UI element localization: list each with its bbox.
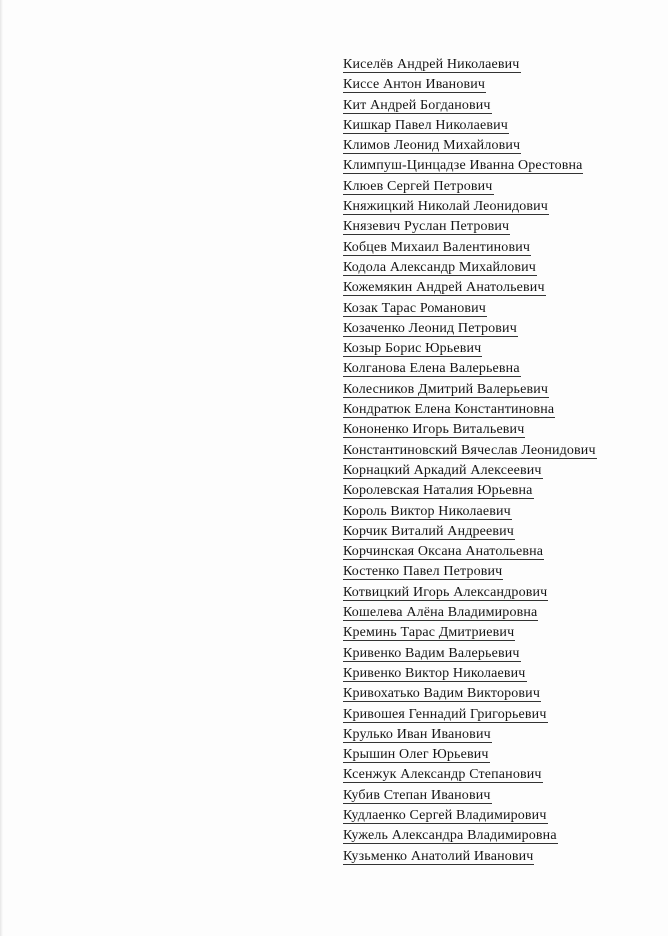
name-text: Колганова Елена Валерьевна [343,361,520,377]
name-text: Кобцев Михаил Валентинович [343,239,531,255]
list-item [343,299,663,319]
name-text: Константиновский Вячеслав Леонидович [343,442,596,458]
list-item [343,96,663,116]
list-item [343,400,663,420]
name-text: Киссе Антон Иванович [343,77,486,93]
name-text: Королевская Наталия Юрьевна [343,483,533,499]
list-item [343,725,663,745]
name-text: Княжицкий Николай Леонидович [343,199,548,215]
name-text: Кондратюк Елена Константиновна [343,402,555,418]
list-item [343,481,663,501]
list-item [343,583,663,603]
name-text: Котвицкий Игорь Александрович [343,584,548,600]
list-item [343,562,663,582]
list-item [343,441,663,461]
name-text: Кривошея Геннадий Григорьевич [343,706,547,722]
list-item [343,197,663,217]
list-item [343,258,663,278]
name-text: Кожемякин Андрей Анатольевич [343,280,545,296]
list-item [343,461,663,481]
list-item [343,502,663,522]
list-item [343,420,663,440]
name-text: Козаченко Леонид Петрович [343,320,517,336]
name-text: Кошелева Алёна Владимировна [343,605,538,621]
list-item [343,623,663,643]
names-list [343,55,663,867]
list-item [343,684,663,704]
list-item [343,278,663,298]
list-item [343,359,663,379]
list-item [343,319,663,339]
list-item [343,177,663,197]
list-item [343,603,663,623]
name-text: Кривенко Вадим Валерьевич [343,645,520,661]
list-item [343,380,663,400]
list-item [343,826,663,846]
scan-edge-shadow [0,0,3,936]
name-text: Кривенко Виктор Николаевич [343,665,526,681]
list-item [343,75,663,95]
list-item [343,217,663,237]
list-item [343,542,663,562]
name-text: Клюев Сергей Петрович [343,178,493,194]
name-text: Кудлаенко Сергей Владимирович [343,807,547,823]
list-item [343,847,663,867]
list-item [343,116,663,136]
list-item [343,705,663,725]
name-text: Кужель Александра Владимировна [343,828,557,844]
name-text: Кит Андрей Богданович [343,97,491,113]
name-text: Кононенко Игорь Витальевич [343,422,525,438]
list-item [343,238,663,258]
name-text: Корнацкий Аркадий Алексеевич [343,462,542,478]
name-text: Кузьменко Анатолий Иванович [343,848,534,864]
name-text: Кишкар Павел Николаевич [343,117,508,133]
name-text: Кубив Степан Иванович [343,787,491,803]
name-text: Крулько Иван Иванович [343,726,491,742]
list-item [343,806,663,826]
list-item [343,136,663,156]
name-text: Колесников Дмитрий Валерьевич [343,381,549,397]
name-text: Король Виктор Николаевич [343,503,511,519]
list-item [343,765,663,785]
name-text: Князевич Руслан Петрович [343,219,510,235]
list-item [343,156,663,176]
list-item [343,664,663,684]
name-text: Корчинская Оксана Анатольевна [343,544,544,560]
list-item [343,339,663,359]
list-item [343,745,663,765]
name-text: Костенко Павел Петрович [343,564,503,580]
name-text: Климпуш-Цинцадзе Иванна Орестовна [343,158,583,174]
name-text: Климов Леонид Михайлович [343,138,521,154]
name-text: Козыр Борис Юрьевич [343,341,482,357]
name-text: Креминь Тарас Дмитриевич [343,625,515,641]
list-item [343,786,663,806]
list-item [343,55,663,75]
list-item [343,644,663,664]
name-text: Киселёв Андрей Николаевич [343,57,520,72]
name-text: Корчик Виталий Андреевич [343,523,514,539]
name-text: Крышин Олег Юрьевич [343,747,489,763]
name-text: Кодола Александр Михайлович [343,259,536,275]
name-text: Кривохатько Вадим Викторович [343,686,541,702]
name-text: Ксенжук Александр Степанович [343,767,542,783]
name-text: Козак Тарас Романович [343,300,486,316]
list-item [343,522,663,542]
